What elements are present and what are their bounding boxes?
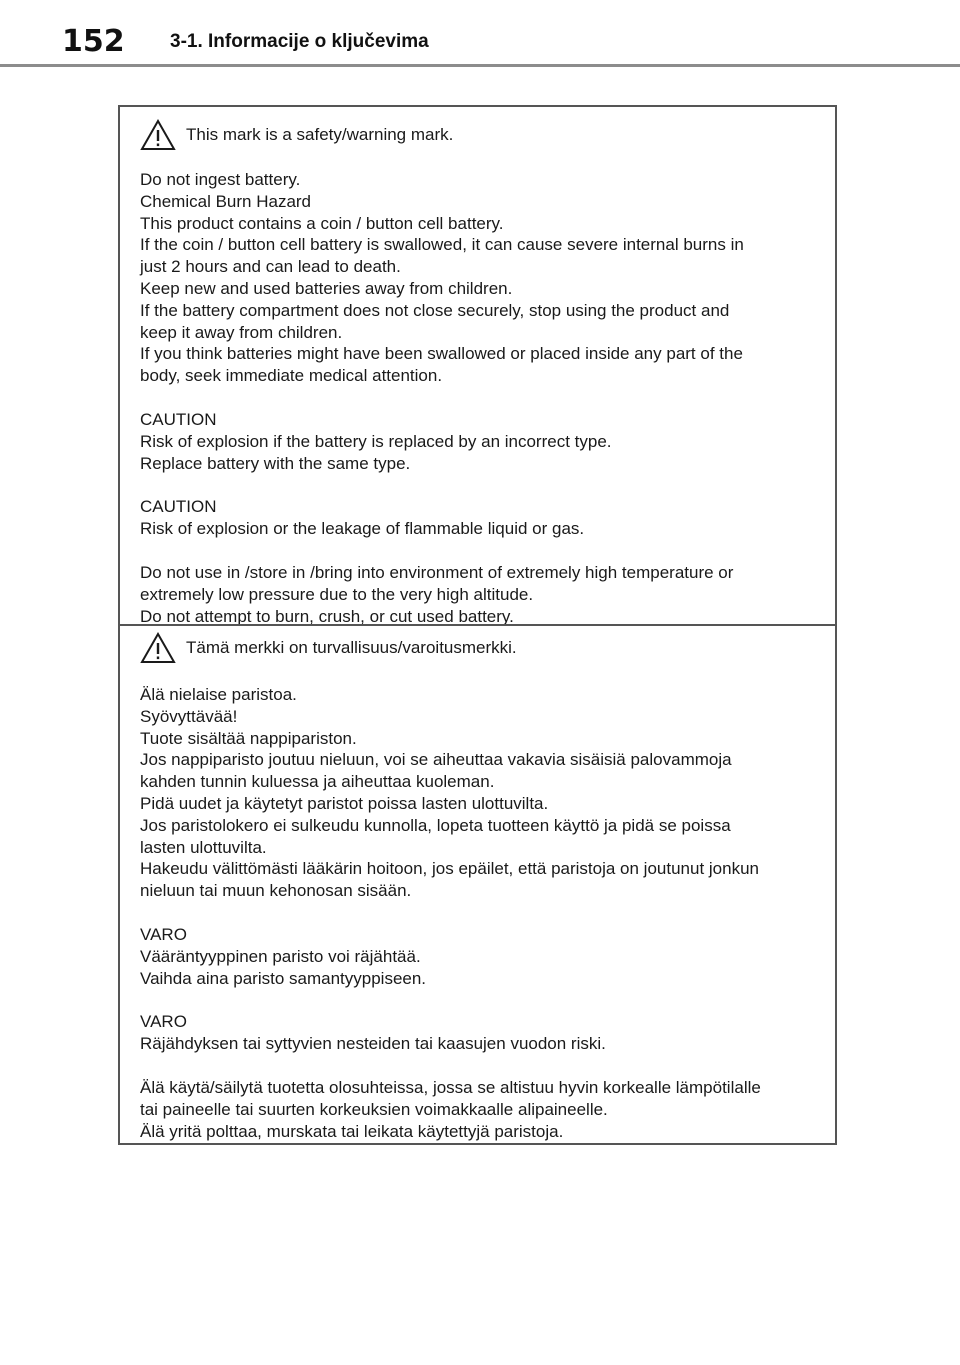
header-rule	[0, 64, 960, 67]
text-line: Jos nappiparisto joutuu nieluun, voi se aiheuttaa vakavia sisäisiä palovammoja	[140, 750, 732, 770]
caution-explosion-text	[140, 496, 815, 540]
text-line: lasten ulottuvilta.	[140, 837, 267, 857]
caution-replacement-text	[140, 409, 815, 474]
section-title: 3-1. Informacije o ključevima	[170, 31, 429, 52]
text-line: Vaihda aina paristo samantyyppiseen.	[140, 968, 427, 988]
text-line: Chemical Burn Hazard	[140, 191, 312, 211]
caution-explosion-text	[140, 1011, 815, 1055]
text-line: Älä yritä polttaa, murskata tai leikata käytettyjä paristoja.	[140, 1121, 564, 1141]
text-line: Pidä uudet ja käytetyt paristot poissa lasten ulottuvilta.	[140, 793, 549, 813]
text-line: Räjähdyksen tai syttyvien nesteiden tai kaasujen vuodon riski.	[140, 1034, 606, 1054]
warning-mark-row	[140, 115, 815, 155]
text-line: Keep new and used batteries away from children.	[140, 278, 513, 298]
text-line: nieluun tai muun kehonosan sisään.	[140, 881, 412, 901]
caution-replacement-text	[140, 924, 815, 989]
ingestion-warning-text	[140, 684, 815, 902]
warning-mark-text: Tämä merkki on turvallisuus/varoitusmerkki.	[186, 638, 517, 657]
text-line: extremely low pressure due to the very high altitude.	[140, 584, 534, 604]
text-line: Syövyttävää!	[140, 706, 238, 726]
text-line: Älä käytä/säilytä tuotetta olosuhteissa, jossa se altistuu hyvin korkealle lämpötilalle	[140, 1077, 761, 1097]
warning-panel-finnish	[120, 624, 835, 1143]
text-line: If the coin / button cell battery is swallowed, it can cause severe internal burns in	[140, 235, 744, 255]
text-line: Do not ingest battery.	[140, 170, 301, 189]
text-line: Do not attempt to burn, crush, or cut used battery.	[140, 606, 514, 626]
text-line: Jos paristolokero ei sulkeudu kunnolla, lopeta tuotteen käyttö ja pidä se poissa	[140, 815, 731, 835]
text-line: Risk of explosion or the leakage of flammable liquid or gas.	[140, 519, 585, 539]
warning-triangle-icon	[140, 632, 176, 664]
text-line: Do not use in /store in /bring into environment of extremely high temperature or	[140, 562, 734, 582]
text-line: If you think batteries might have been swallowed or placed inside any part of the	[140, 344, 743, 364]
page-number: 152	[62, 24, 125, 59]
text-line: This product contains a coin / button cell battery.	[140, 213, 504, 233]
ingestion-warning-text	[140, 169, 815, 387]
page-header	[0, 0, 960, 68]
warning-mark-text: This mark is a safety/warning mark.	[186, 125, 454, 144]
text-line: Vääräntyyppinen paristo voi räjähtää.	[140, 946, 421, 966]
environment-warning-text	[140, 1077, 815, 1142]
text-line: VARO	[140, 1012, 187, 1032]
text-line: Hakeudu välittömästi lääkärin hoitoon, jos epäilet, että paristoja on joutunut jonkun	[140, 859, 759, 879]
text-line: If the battery compartment does not close securely, stop using the product and	[140, 300, 730, 320]
warning-mark-row	[140, 628, 815, 668]
text-line: Replace battery with the same type.	[140, 453, 411, 473]
battery-warning-label	[118, 105, 837, 1145]
environment-warning-text	[140, 562, 815, 627]
warning-triangle-icon	[140, 119, 176, 151]
text-line: VARO	[140, 924, 187, 944]
text-line: body, seek immediate medical attention.	[140, 366, 443, 386]
text-line: keep it away from children.	[140, 322, 343, 342]
text-line: kahden tunnin kuluessa ja aiheuttaa kuoleman.	[140, 772, 495, 792]
text-line: Risk of explosion if the battery is replaced by an incorrect type.	[140, 431, 612, 451]
text-line: CAUTION	[140, 409, 217, 429]
text-line: Tuote sisältää nappipariston.	[140, 728, 357, 748]
text-line: Älä nielaise paristoa.	[140, 685, 297, 704]
text-line: tai paineelle tai suurten korkeuksien voimakkaalle alipaineelle.	[140, 1099, 608, 1119]
text-line: just 2 hours and can lead to death.	[140, 257, 401, 277]
text-line: CAUTION	[140, 497, 217, 517]
warning-panel-english	[120, 107, 835, 624]
